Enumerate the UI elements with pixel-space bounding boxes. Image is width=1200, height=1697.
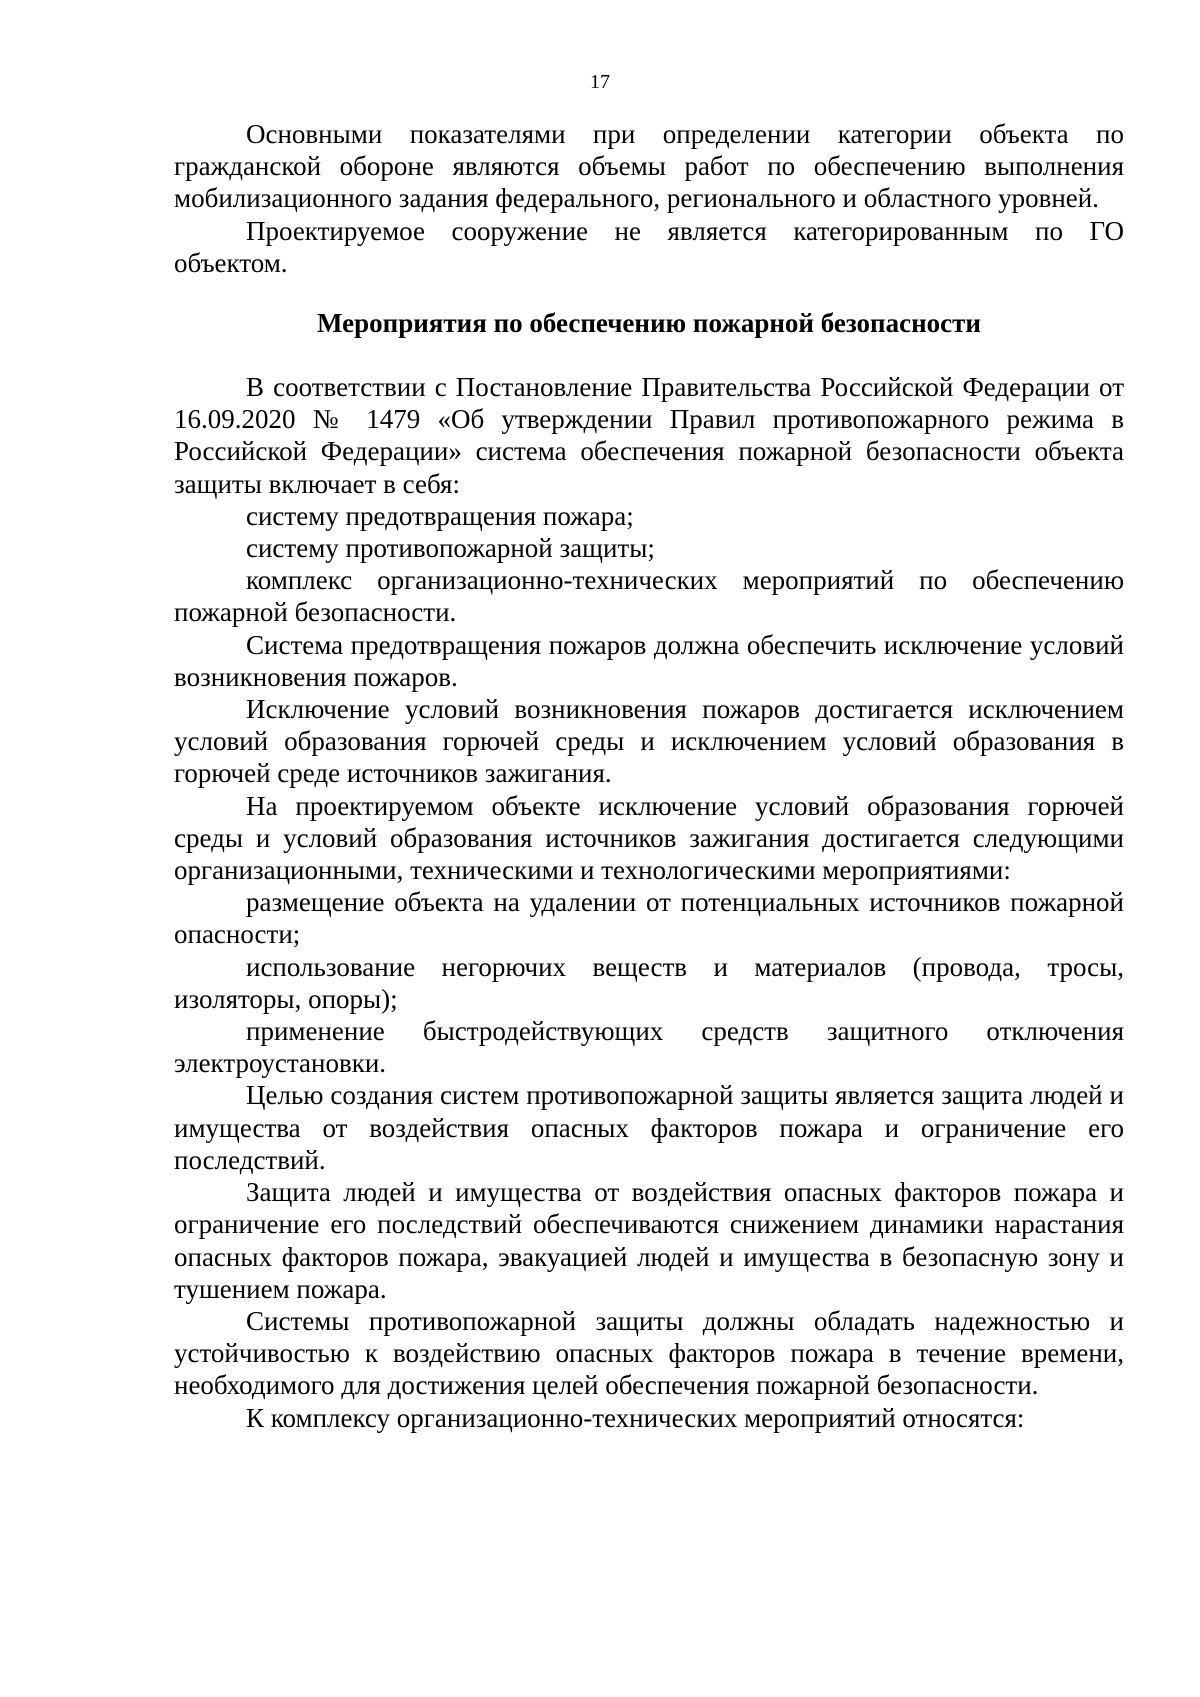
list-item-fire-prevention-system: систему предотвращения пожара; (246, 500, 634, 531)
paragraph-exclusion-conditions: Исключение условий возникновения пожаров достигается исключением условий образования горючей среды и исключением условий образования в горючей среде источников зажигания. (174, 694, 1124, 789)
list-item-fire-protection-system: систему противопожарной защиты; (246, 533, 655, 564)
paragraph-civil-defense-criteria: Основными показателями при определении категории объекта по гражданской обороне являются объемы работ по обеспечению выполнения мобилизационного задания федерального, регионального и областного уровней. (174, 119, 1124, 214)
paragraph-prevention-goal: Система предотвращения пожаров должна обеспечить исключение условий возникновения пожаров. (174, 629, 1124, 692)
paragraph-organizational-complex: К комплексу организационно-технических мероприятий относятся: (246, 1402, 1025, 1433)
document-body (174, 118, 1124, 1434)
paragraph-protection-means: Защита людей и имущества от воздействия опасных факторов пожара и ограничение его последствий обеспечиваются снижением динамики нарастания опасных факторов пожара, эвакуацией людей и имущества в безопасную зону и тушением пожара. (174, 1177, 1124, 1304)
paragraph-reliability: Системы противопожарной защиты должны обладать надежностью и устойчивостью к воздействию опасных факторов пожара в течение времени, необходимого для достижения целей обеспечения пожарной безопасности. (174, 1305, 1124, 1401)
list-item-non-combustible-materials: использование негорючих веществ и материалов (провода, тросы, изоляторы, опоры); (174, 951, 1124, 1014)
page-number: 17 (590, 71, 610, 93)
paragraph-protection-goal: Целью создания систем противопожарной защиты является защита людей и имущества от воздействия опасных факторов пожара и ограничение его последствий. (174, 1080, 1124, 1175)
list-item-placement: размещение объекта на удалении от потенциальных источников пожарной опасности; (174, 887, 1124, 950)
paragraph-regulation-reference: В соответствии с Постановление Правительства Российской Федерации от 16.09.2020 № 1479 «Об утверждении Правил противопожарного режима в Российской Федерации» система обеспечения пожарной безопасности объекта защиты включает в себя: (174, 372, 1124, 499)
paragraph-not-categorized: Проектируемое сооружение не является категорированным по ГО объектом. (174, 215, 1124, 278)
list-item-organizational-measures: комплекс организационно-технических мероприятий по обеспечению пожарной безопасности. (174, 565, 1124, 628)
paragraph-project-measures: На проектируемом объекте исключение условий образования горючей среды и условий образования источников зажигания достигается следующими организационными, техническими и технологическими мероприятиями: (174, 790, 1124, 886)
section-heading-fire-safety: Мероприятия по обеспечению пожарной безопасности (317, 308, 981, 339)
list-item-protective-disconnection: применение быстродействующих средств защитного отключения электроустановки. (174, 1016, 1124, 1079)
